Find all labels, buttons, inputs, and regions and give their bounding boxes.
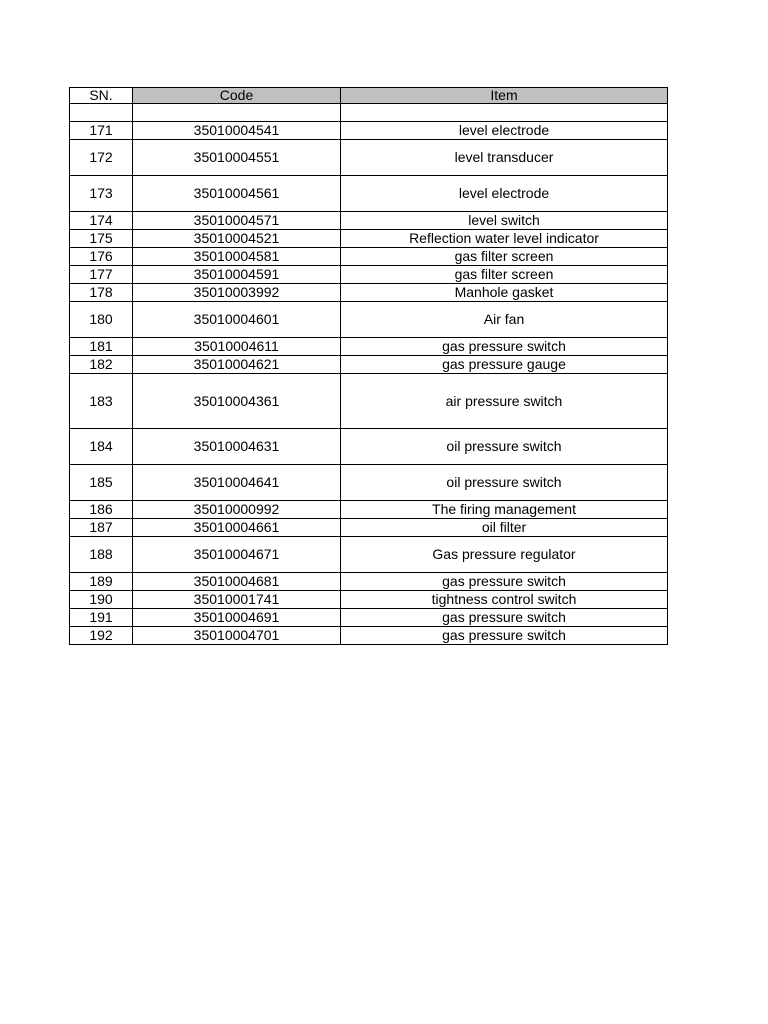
header-code: Code [133,88,341,104]
table-row [70,573,668,591]
cell-code: 35010004581 [133,248,341,266]
cell-item: tightness control switch [341,591,668,609]
table-row [70,230,668,248]
cell-item: gas pressure gauge [341,356,668,374]
cell-code: 35010004591 [133,266,341,284]
cell-item: gas filter screen [341,266,668,284]
cell-code: 35010004641 [133,465,341,501]
cell-sn: 181 [70,338,133,356]
cell-code: 35010004571 [133,212,341,230]
table-row [70,519,668,537]
cell-code: 35010004551 [133,140,341,176]
table-row [70,248,668,266]
cell-code: 35010004521 [133,230,341,248]
cell-code: 35010004701 [133,627,341,645]
cell-code: 35010004601 [133,302,341,338]
cell-item: The firing management [341,501,668,519]
table-row [70,627,668,645]
cell-item: Gas pressure regulator [341,537,668,573]
cell-sn: 189 [70,573,133,591]
cell-sn: 192 [70,627,133,645]
cell-code: 35010004661 [133,519,341,537]
cell-sn: 187 [70,519,133,537]
cell-item: Manhole gasket [341,284,668,302]
cell-item: Reflection water level indicator [341,230,668,248]
cell-sn: 184 [70,429,133,465]
table-row [70,356,668,374]
cell-item: level switch [341,212,668,230]
cell-sn: 171 [70,122,133,140]
cell-code: 35010004631 [133,429,341,465]
table-row [70,609,668,627]
cell-item: oil pressure switch [341,465,668,501]
table-row [70,501,668,519]
cell-code: 35010004561 [133,176,341,212]
cell-code: 35010004361 [133,374,341,429]
cell-item: oil pressure switch [341,429,668,465]
cell-item: gas pressure switch [341,573,668,591]
table-row [70,140,668,176]
cell-sn: 175 [70,230,133,248]
header-sn: SN. [70,88,133,104]
parts-table [69,87,668,645]
cell-sn: 177 [70,266,133,284]
table-row [70,537,668,573]
cell-sn: 185 [70,465,133,501]
table-row [70,374,668,429]
cell-sn [70,104,133,122]
cell-item: level electrode [341,122,668,140]
cell-code: 35010003992 [133,284,341,302]
cell-code: 35010004671 [133,537,341,573]
cell-code: 35010004541 [133,122,341,140]
cell-item: gas pressure switch [341,338,668,356]
cell-sn: 172 [70,140,133,176]
table-row [70,266,668,284]
table-body [70,104,668,645]
table-row [70,104,668,122]
cell-sn: 182 [70,356,133,374]
cell-sn: 191 [70,609,133,627]
table-row [70,591,668,609]
table-row [70,284,668,302]
table-row [70,465,668,501]
cell-sn: 190 [70,591,133,609]
cell-sn: 188 [70,537,133,573]
cell-sn: 183 [70,374,133,429]
header-row [70,88,668,104]
table-row [70,429,668,465]
cell-item: gas filter screen [341,248,668,266]
cell-item: air pressure switch [341,374,668,429]
table-row [70,122,668,140]
cell-item: level electrode [341,176,668,212]
cell-code: 35010004611 [133,338,341,356]
cell-item: gas pressure switch [341,609,668,627]
cell-code: 35010004691 [133,609,341,627]
table-row [70,338,668,356]
cell-item: Air fan [341,302,668,338]
table-row [70,212,668,230]
cell-sn: 174 [70,212,133,230]
cell-code [133,104,341,122]
cell-code: 35010000992 [133,501,341,519]
cell-sn: 176 [70,248,133,266]
cell-sn: 180 [70,302,133,338]
cell-sn: 178 [70,284,133,302]
cell-item: oil filter [341,519,668,537]
cell-sn: 186 [70,501,133,519]
table-row [70,302,668,338]
cell-code: 35010004681 [133,573,341,591]
cell-sn: 173 [70,176,133,212]
cell-code: 35010001741 [133,591,341,609]
cell-code: 35010004621 [133,356,341,374]
table-row [70,176,668,212]
cell-item: level transducer [341,140,668,176]
header-item: Item [341,88,668,104]
cell-item [341,104,668,122]
cell-item: gas pressure switch [341,627,668,645]
